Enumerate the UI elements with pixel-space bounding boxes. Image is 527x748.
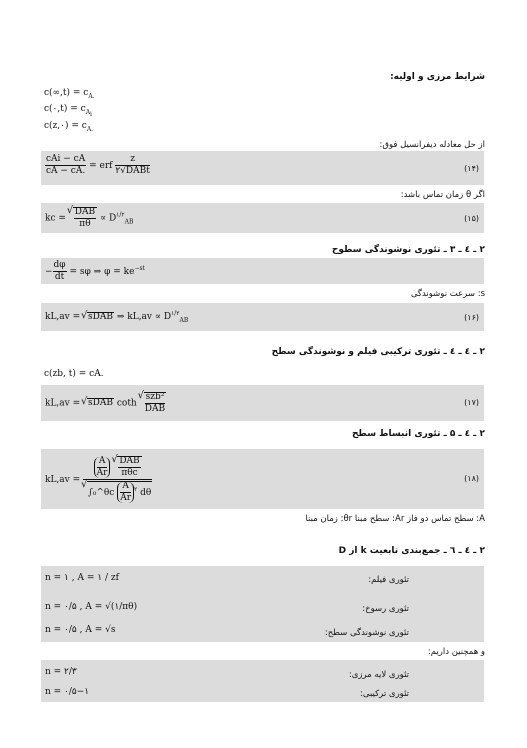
theta-text: اگر θ زمان تماس باشد:	[400, 190, 485, 200]
solve-text: از حل معادله دیفرانسیل فوق:	[379, 140, 485, 150]
equation-17: kL,av = √ sDAB coth √ $\frac{\text{szb²}}{\text{DAB}}$	[45, 392, 166, 414]
equation-17-number: (۱۷)	[464, 398, 479, 407]
equation-16-number: (۱۶)	[464, 313, 479, 322]
combined-theory-label: تئوری ترکیبی:	[360, 689, 409, 699]
symbol-legend: A: سطح تماس دو فاز Ar: سطح مبنا θr: زمان مبنا	[305, 514, 485, 524]
also-text: و همچنین داریم:	[427, 647, 485, 657]
section-heading-boundary: شرایط مرزی و اولیه:	[390, 72, 485, 82]
film-theory-formula: n = ۱ , A = ۱ / zf	[45, 573, 119, 583]
boundary-layer-label: تئوری لایه مرزی:	[348, 670, 409, 680]
section-heading-grouping: ۲ ـ ٤ ـ ٦ ـ جمع‌بندی تابعیت k از D	[338, 546, 485, 556]
section-heading-renewal: ۲ ـ ٤ ـ ۳ ـ تئوری نوشوندگی سطوح	[331, 245, 485, 255]
film-theory-label: تئوری فیلم:	[368, 575, 409, 585]
renewal-rate-text: s: سرعت نوشوندگی	[410, 289, 485, 299]
renewal-theory-formula: n = ۰/۵ , A = √s	[45, 625, 116, 635]
combined-theory-formula: n = ۰/۵−۱	[45, 687, 90, 697]
film-boundary-condition: c(zb, t) = cA.	[44, 369, 104, 379]
grouping-table-2	[41, 660, 484, 702]
section-heading-film-renewal: ۲ ـ ٤ ـ ٤ ـ تئوری ترکیبی فیلم و نوشوندگی سطح	[271, 347, 485, 357]
equation-18: kL,av = $\frac{A}{Ar}$ √ $\frac{\text{DAB}}{\text{πθc}}$ √ ∫₀^θc $\frac{A}{Ar}$ $^۲$ dθ	[45, 456, 152, 503]
equation-15-number: (۱۵)	[464, 214, 479, 223]
penetration-theory-formula: n = ۰/۵ , A = √(۱/πθ)	[45, 602, 138, 612]
boundary-condition-2: c(۰,t) = $c_{A_i}$	[44, 104, 92, 118]
renewal-equation: − $\frac{d\varphi}{dt}$ = sφ ⇒ $\varphi = ke^{-st}$	[45, 260, 145, 282]
section-heading-surface-stretch: ۲ ـ ٤ ـ ۵ ـ تئوری انبساط سطح	[351, 429, 485, 439]
equation-15: kc = √ $\frac{\text{DAB}}{\pi\theta}$ ∝ $D^{۱/۲}_{AB}$	[45, 207, 133, 229]
penetration-theory-label: تئوری رسوخ:	[362, 604, 409, 614]
equation-14: $\frac{\text{cAi − cA}}{cA - cA.}$ = erf $\frac{z}{\text{۲√DABt}}$	[46, 154, 150, 176]
boundary-condition-3: c(z,۰) = $c_{A.}$	[44, 121, 94, 133]
boundary-layer-formula: n = ۲/۳	[45, 667, 77, 677]
equation-18-number: (۱۸)	[464, 474, 479, 483]
renewal-theory-label: تئوری نوشوندگی سطح:	[324, 628, 409, 638]
boundary-condition-1: $c(\infty,t) = c_{A.}$	[44, 88, 95, 100]
equation-14-number: (۱۴)	[464, 164, 479, 173]
equation-16: kL,av = √ sDAB ⇒ $kL,av \propto D^{۱/۲}_{AB}$	[45, 311, 188, 324]
